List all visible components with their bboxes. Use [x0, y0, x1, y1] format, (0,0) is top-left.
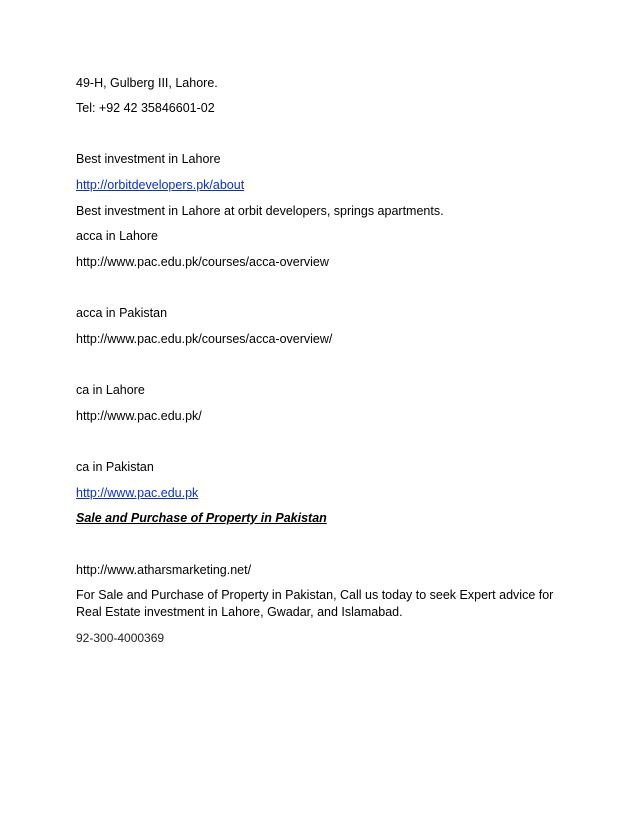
url-pac-edu: http://www.pac.edu.pk/ — [76, 409, 202, 423]
link-pac-edu[interactable]: http://www.pac.edu.pk — [76, 486, 199, 500]
url-acca-overview-slash: http://www.pac.edu.pk/courses/acca-overview/ — [76, 332, 333, 346]
entry-description-property: For Sale and Purchase of Property in Pakistan, Call us today to seek Expert advice for Real Estate investment in Lahore, Gwadar, and Islamabad. — [76, 588, 554, 619]
entry-title-best-investment: Best investment in Lahore — [76, 152, 221, 166]
section-heading-sale-purchase: Sale and Purchase of Property in Pakistan — [76, 511, 327, 525]
entry-title-ca-pakistan: ca in Pakistan — [76, 460, 154, 474]
link-orbitdevelopers-about[interactable]: http://orbitdevelopers.pk/about — [76, 178, 245, 192]
url-atharsmarketing: http://www.atharsmarketing.net/ — [76, 563, 252, 577]
entry-title-acca-pakistan: acca in Pakistan — [76, 306, 168, 320]
phone-number: 92-300-4000369 — [76, 631, 165, 645]
url-acca-overview: http://www.pac.edu.pk/courses/acca-overview — [76, 255, 329, 269]
address-line: 49-H, Gulberg III, Lahore. — [76, 76, 218, 90]
entry-title-acca-lahore: acca in Lahore — [76, 229, 159, 243]
telephone-line: Tel: +92 42 35846601-02 — [76, 101, 215, 115]
entry-title-ca-lahore: ca in Lahore — [76, 383, 145, 397]
entry-description-orbit: Best investment in Lahore at orbit developers, springs apartments. — [76, 204, 444, 218]
